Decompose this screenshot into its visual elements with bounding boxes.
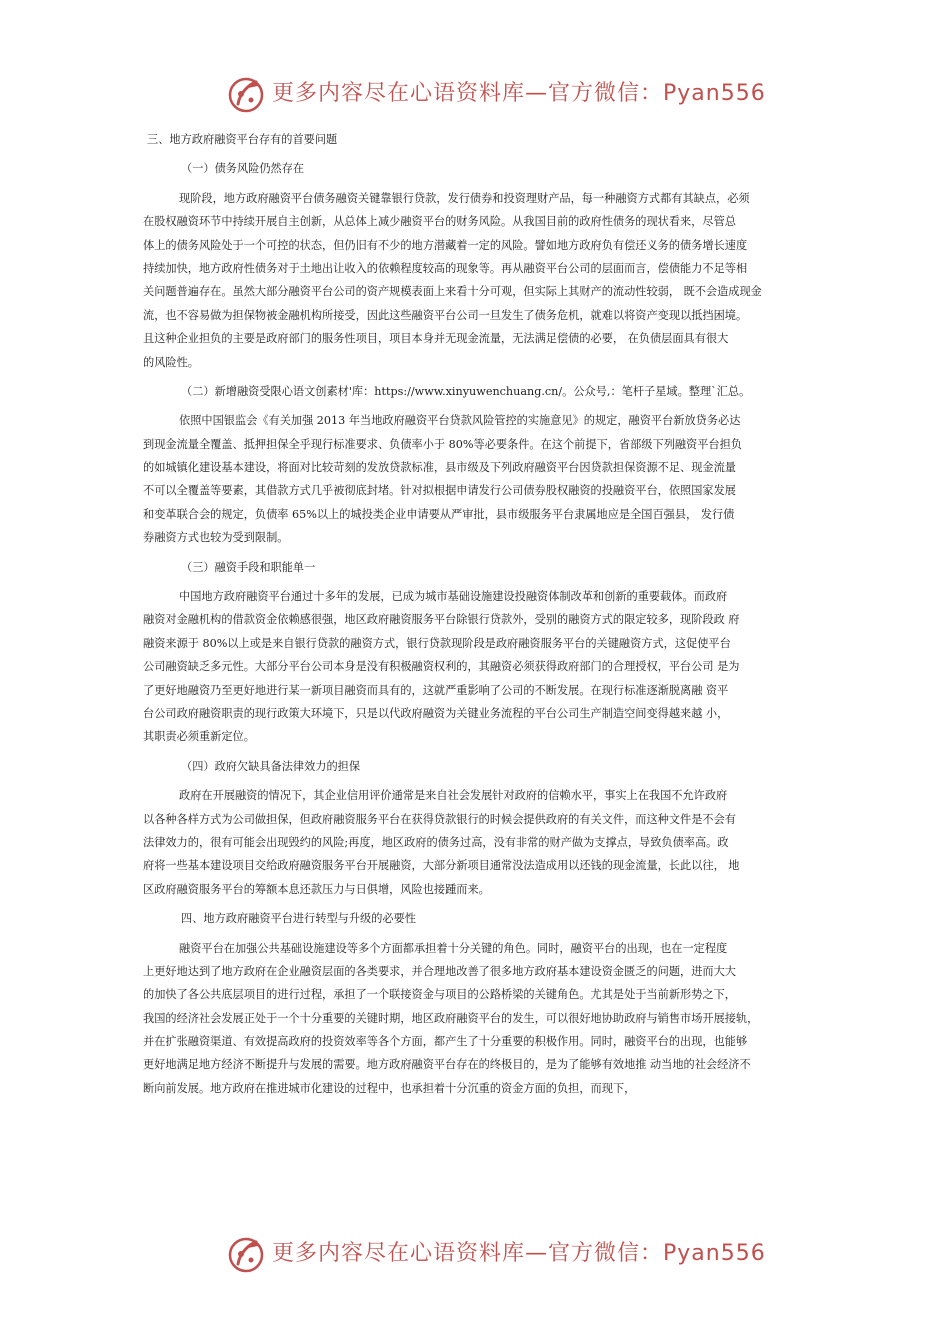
- subsection-3-title: （三）融资手段和职能单一: [181, 560, 316, 574]
- logo-icon: [226, 1234, 266, 1274]
- subsection-2-title: （二）新增融资受限心语文创素材'库：https://www.xinyuwenchuang.cn/。公众号,：笔杆子星域。整理`汇总。: [181, 384, 751, 398]
- paragraph-line: 政府在开展融资的情况下，其企业信用评价通常是来自社会发展针对政府的信赖水平，事实上在我国不允许政府: [179, 789, 728, 803]
- paragraph-line: 府将一些基本建设项目交给政府融资服务平台开展融资，大部分新项目通常没法造成用以还钱的现金流量，长此以往， 地: [143, 859, 740, 873]
- watermark-banner-top: [0, 72, 950, 116]
- paragraph-line: 我国的经济社会发展正处于一个十分重要的关键时期，地区政府融资平台的发生，可以很好地协助政府与销售市场开展接轨，: [143, 1011, 759, 1025]
- paragraph-line: 到现金流量全覆盖、抵押担保全乎现行标准要求、负债率小于 80%等必要条件。在这个前提下，省部级下列融资平台担负: [143, 437, 742, 451]
- subsection-4-title: （四）政府欠缺具备法律效力的担保: [181, 759, 361, 773]
- paragraph-line: 的风险性。: [143, 355, 199, 369]
- paragraph-line: 并在扩张融资渠道、有效提高政府的投资效率等各个方面，都产生了十分重要的积极作用。同时，融资平台的出现，也能够: [143, 1035, 748, 1049]
- watermark-banner-bottom: [0, 1232, 950, 1276]
- paragraph-line: 流，也不容易做为担保物被金融机构所接受，因此这些融资平台公司一旦发生了债务危机，就难以将资产变现以抵挡困境。: [143, 308, 748, 322]
- subsection-4-paragraph: [143, 784, 813, 901]
- paragraph-line: 不可以全覆盖等要素，其借款方式几乎被彻底封堵。针对拟根据申请发行公司债券股权融资的投融资平台，依照国家发展: [143, 484, 736, 498]
- paragraph-line: 区政府融资服务平台的筹额本息还款压力与日俱增，风险也接踵而来。: [143, 882, 490, 896]
- section-4-paragraph: [143, 937, 813, 1101]
- paragraph-line: 以各种各样方式为公司做担保，但政府融资服务平台在获得贷款银行的时候会提供政府的有关文件，而这种文件是不会有: [143, 812, 736, 826]
- paragraph-line: 体上的债务风险处于一个可控的状态，但仍旧有不少的地方潜藏着一定的风险。譬如地方政府负有偿还义务的债务增长速度: [143, 238, 748, 252]
- paragraph-line: 现阶段，地方政府融资平台债务融资关键靠银行贷款，发行债券和投资理财产品，每一种融资方式都有其缺点，必须: [179, 191, 750, 205]
- paragraph-line: 法律效力的，很有可能会出现毁约的风险;再度，地区政府的债务过高，没有非常的财产做为支撑点，导致负债率高。政: [143, 835, 729, 849]
- paragraph-line: 且这种企业担负的主要是政府部门的服务性项目，项目本身并无现金流量，无法满足偿债的必要， 在负债层面具有很大: [143, 332, 729, 346]
- watermark-text: 更多内容尽在心语资料库—官方微信：Pyan556: [272, 1241, 766, 1266]
- subsection-2-paragraph: [143, 409, 813, 549]
- paragraph-line: 的加快了各公共底层项目的进行过程，承担了一个联接资金与项目的公路桥梁的关键角色。尤其是处于当前新形势之下，: [143, 988, 736, 1002]
- subsection-1-paragraph: [143, 187, 813, 374]
- subsection-3-paragraph: [143, 585, 813, 749]
- paragraph-line: 其职责必须重新定位。: [143, 730, 255, 744]
- logo-icon: [226, 74, 266, 114]
- paragraph-line: 断向前发展。地方政府在推进城市化建设的过程中，也承担着十分沉重的资金方面的负担，而现下，: [143, 1081, 636, 1095]
- paragraph-line: 了更好地融资乃至更好地进行某一新项目融资而具有的，这就严重影响了公司的不断发展。在现行标准逐渐脱离融 资平: [143, 683, 729, 697]
- paragraph-line: 融资来源于 80%以上或是来自银行贷款的融资方式，银行贷款现阶段是政府融资服务平台的关键融资方式，这促使平台: [143, 636, 731, 650]
- paragraph-line: 台公司政府融资职责的现行政策大环境下，只是以代政府融资为关键业务流程的平台公司生产制造空间变得越来越 小，: [143, 706, 729, 720]
- paragraph-line: 券融资方式也较为受到限制。: [143, 531, 289, 545]
- paragraph-line: 上更好地达到了地方政府在企业融资层面的各类要求，并合理地改善了很多地方政府基本建设资金匮乏的问题，进而大大: [143, 964, 736, 978]
- paragraph-line: 的如城镇化建设基本建设，将面对比较苛刻的发放贷款标准，县市级及下列政府融资平台因贷款担保资源不足、现金流量: [143, 461, 736, 475]
- section-4-heading: 四、地方政府融资平台进行转型与升级的必要性: [181, 912, 416, 926]
- watermark-text: 更多内容尽在心语资料库—官方微信：Pyan556: [272, 81, 766, 106]
- paragraph-line: 和变革联合会的规定，负债率 65%以上的城投类企业申请要从严审批，县市级服务平台隶属地应是全国百强县， 发行债: [143, 507, 735, 521]
- paragraph-line: 公司融资缺乏多元性。大部分平台公司本身是没有积极融资权利的，其融资必须获得政府部门的合理授权，平台公司 是为: [143, 660, 740, 674]
- document-body: [143, 128, 813, 1100]
- section-3-heading: 三、地方政府融资平台存有的首要问题: [147, 133, 338, 146]
- paragraph-line: 关问题普遍存在。虽然大部分融资平台公司的资产规模表面上来看十分可观，但实际上其财产的流动性较弱， 既不会造成现金: [143, 285, 762, 299]
- paragraph-line: 在股权融资环节中持续开展自主创新，从总体上减少融资平台的财务风险。从我国目前的政府性债务的现状看来，尽管总: [143, 215, 736, 229]
- paragraph-line: 融资平台在加强公共基础设施建设等多个方面都承担着十分关键的角色。同时，融资平台的出现，也在一定程度: [179, 941, 728, 955]
- subsection-1-title: （一）债务风险仍然存在: [181, 162, 305, 176]
- paragraph-line: 中国地方政府融资平台通过十多年的发展，已成为城市基础设施建设投融资体制改革和创新的重要载体。而政府: [179, 590, 728, 604]
- paragraph-line: 融资对金融机构的借款资金依赖感很强，地区政府融资服务平台除银行贷款外，受别的融资方式的限定较多，现阶段政 府: [143, 613, 740, 627]
- paragraph-line: 依照中国银监会《有关加强 2013 年当地政府融资平台贷款风险管控的实施意见》的规定，融资平台新放贷务必达: [179, 414, 741, 428]
- paragraph-line: 持续加快，地方政府性债务对于土地出让收入的依赖程度较高的现象等。再从融资平台公司的层面而言，偿债能力不足等相: [143, 261, 748, 275]
- paragraph-line: 更好地满足地方经济不断提升与发展的需要。地方政府融资平台存在的终极目的，是为了能够有效地推 动当地的社会经济不: [143, 1058, 751, 1072]
